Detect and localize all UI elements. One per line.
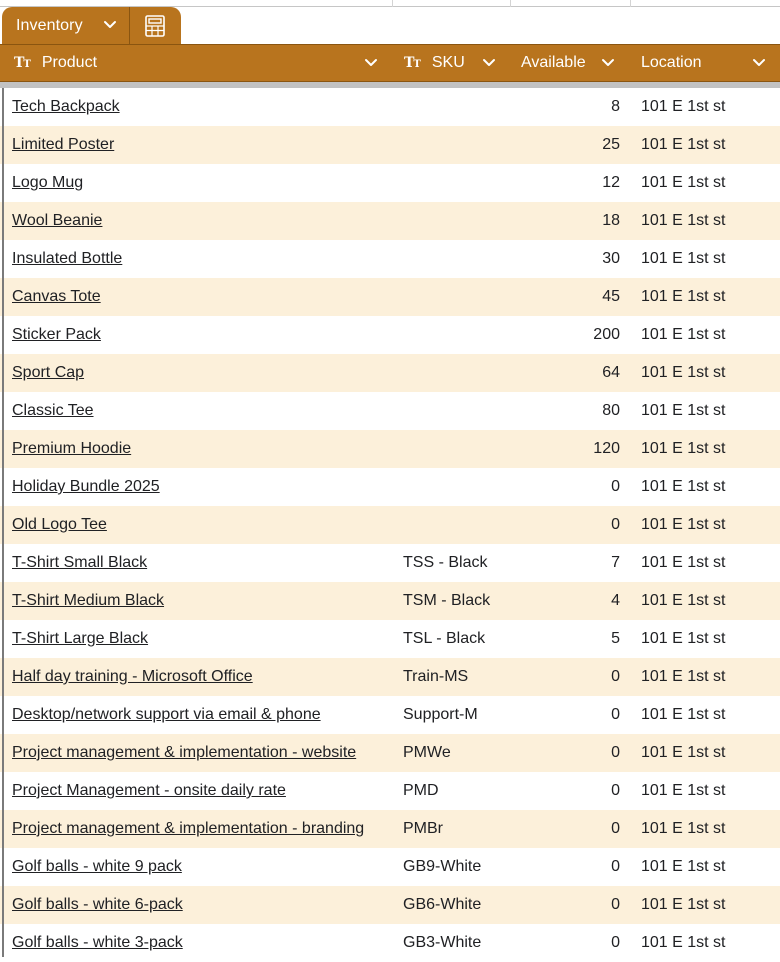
grid-divider [510,0,511,7]
available-cell: 80 [602,402,620,419]
sku-cell: PMBr [403,820,443,837]
product-link[interactable]: Wool Beanie [12,212,103,229]
column-label-product: Product [41,54,98,71]
product-link[interactable]: Tech Backpack [12,98,120,115]
product-link[interactable]: Limited Poster [12,136,115,153]
available-cell: 0 [611,706,620,723]
product-link[interactable]: Project management & implementation - website [12,744,357,761]
sku-cell: GB9-White [403,858,482,875]
table-header [0,44,780,82]
frozen-edge-line [2,88,4,957]
column-header-location[interactable] [630,45,780,81]
product-link[interactable]: Project Management - onsite daily rate [12,782,286,799]
product-link[interactable]: Golf balls - white 9 pack [12,858,182,875]
location-cell: 101 E 1st st [641,478,726,495]
available-cell: 25 [602,136,620,153]
sku-cell: TSS - Black [403,554,488,571]
product-link[interactable]: Insulated Bottle [12,250,123,267]
table-row[interactable] [0,202,780,240]
table-row[interactable] [0,240,780,278]
available-cell: 0 [611,820,620,837]
location-cell: 101 E 1st st [641,250,726,267]
available-cell: 0 [611,744,620,761]
product-link[interactable]: Logo Mug [12,174,84,191]
location-cell: 101 E 1st st [641,326,726,343]
location-cell: 101 E 1st st [641,174,726,191]
table-row[interactable] [0,506,780,544]
sku-cell: TSM - Black [403,592,491,609]
table-row[interactable] [0,354,780,392]
available-cell: 0 [611,934,620,951]
product-link[interactable]: T-Shirt Medium Black [12,592,165,609]
chevron-down-icon [752,58,766,68]
table-row[interactable] [0,658,780,696]
chevron-down-icon [364,58,378,68]
location-cell: 101 E 1st st [641,820,726,837]
available-cell: 0 [611,896,620,913]
available-cell: 0 [611,478,620,495]
location-cell: 101 E 1st st [641,934,726,951]
sku-cell: TSL - Black [403,630,486,647]
grid-divider [392,0,393,7]
table-body [0,88,780,962]
table-row[interactable] [0,734,780,772]
table-row[interactable] [0,392,780,430]
table-row[interactable] [0,164,780,202]
product-link[interactable]: Golf balls - white 6-pack [12,896,183,913]
chevron-down-icon [482,58,496,68]
location-cell: 101 E 1st st [641,706,726,723]
column-header-sku[interactable] [392,45,510,81]
tab-bar [0,7,780,44]
location-cell: 101 E 1st st [641,668,726,685]
product-link[interactable]: Project management & implementation - branding [12,820,365,837]
available-cell: 12 [602,174,620,191]
sku-cell: Support-M [403,706,478,723]
location-cell: 101 E 1st st [641,402,726,419]
available-cell: 4 [611,592,620,609]
table-row[interactable] [0,544,780,582]
column-label-location: Location [641,54,702,71]
location-cell: 101 E 1st st [641,896,726,913]
product-link[interactable]: Half day training - Microsoft Office [12,668,253,685]
product-link[interactable]: Sticker Pack [12,326,101,343]
chevron-down-icon [601,58,615,68]
location-cell: 101 E 1st st [641,364,726,381]
text-type-icon: TT [404,55,420,71]
column-header-product[interactable] [0,45,392,81]
calculator-icon[interactable] [143,15,167,37]
table-row[interactable] [0,620,780,658]
product-link[interactable]: T-Shirt Large Black [12,630,149,647]
available-cell: 18 [602,212,620,229]
location-cell: 101 E 1st st [641,98,726,115]
location-cell: 101 E 1st st [641,744,726,761]
product-link[interactable]: Canvas Tote [12,288,101,305]
text-type-icon: TT [14,55,30,71]
product-link[interactable]: Classic Tee [12,402,94,419]
available-cell: 30 [602,250,620,267]
table-row[interactable] [0,772,780,810]
top-grid-strip [0,0,780,7]
location-cell: 101 E 1st st [641,516,726,533]
product-link[interactable]: Holiday Bundle 2025 [12,478,160,495]
available-cell: 200 [593,326,620,343]
table-row[interactable] [0,278,780,316]
tab-inventory [2,7,181,44]
product-link[interactable]: Desktop/network support via email & phone [12,706,321,723]
product-link[interactable]: Premium Hoodie [12,440,132,457]
available-cell: 120 [593,440,620,457]
table-row[interactable] [0,924,780,962]
location-cell: 101 E 1st st [641,630,726,647]
location-cell: 101 E 1st st [641,554,726,571]
table-row[interactable] [0,430,780,468]
table-row[interactable] [0,810,780,848]
available-cell: 0 [611,782,620,799]
sku-cell: PMWe [403,744,451,761]
tab-divider [129,7,130,44]
location-cell: 101 E 1st st [641,136,726,153]
location-cell: 101 E 1st st [641,592,726,609]
product-link[interactable]: Golf balls - white 3-pack [12,934,183,951]
table-row[interactable] [0,316,780,354]
location-cell: 101 E 1st st [641,858,726,875]
location-cell: 101 E 1st st [641,782,726,799]
location-cell: 101 E 1st st [641,288,726,305]
available-cell: 0 [611,858,620,875]
product-link[interactable]: Old Logo Tee [12,516,107,533]
table-row[interactable] [0,582,780,620]
table-row[interactable] [0,848,780,886]
column-label-available: Available [521,54,586,71]
sku-cell: GB6-White [403,896,482,913]
table-row[interactable] [0,886,780,924]
grid-divider [630,0,631,7]
column-header-available[interactable] [510,45,630,81]
sku-cell: GB3-White [403,934,482,951]
available-cell: 8 [611,98,620,115]
product-link[interactable]: Sport Cap [12,364,85,381]
table-row[interactable] [0,468,780,506]
sku-cell: Train-MS [403,668,469,685]
tab-inventory-button[interactable] [2,7,129,44]
table-row[interactable] [0,126,780,164]
available-cell: 5 [611,630,620,647]
available-cell: 0 [611,516,620,533]
available-cell: 0 [611,668,620,685]
product-link[interactable]: T-Shirt Small Black [12,554,148,571]
available-cell: 7 [611,554,620,571]
column-label-sku: SKU [431,54,465,71]
table-row[interactable] [0,696,780,734]
location-cell: 101 E 1st st [641,212,726,229]
available-cell: 45 [602,288,620,305]
location-cell: 101 E 1st st [641,440,726,457]
tab-label: Inventory [16,16,83,34]
table-row[interactable] [0,88,780,126]
available-cell: 64 [602,364,620,381]
sku-cell: PMD [403,782,439,799]
chevron-down-icon [103,20,117,30]
